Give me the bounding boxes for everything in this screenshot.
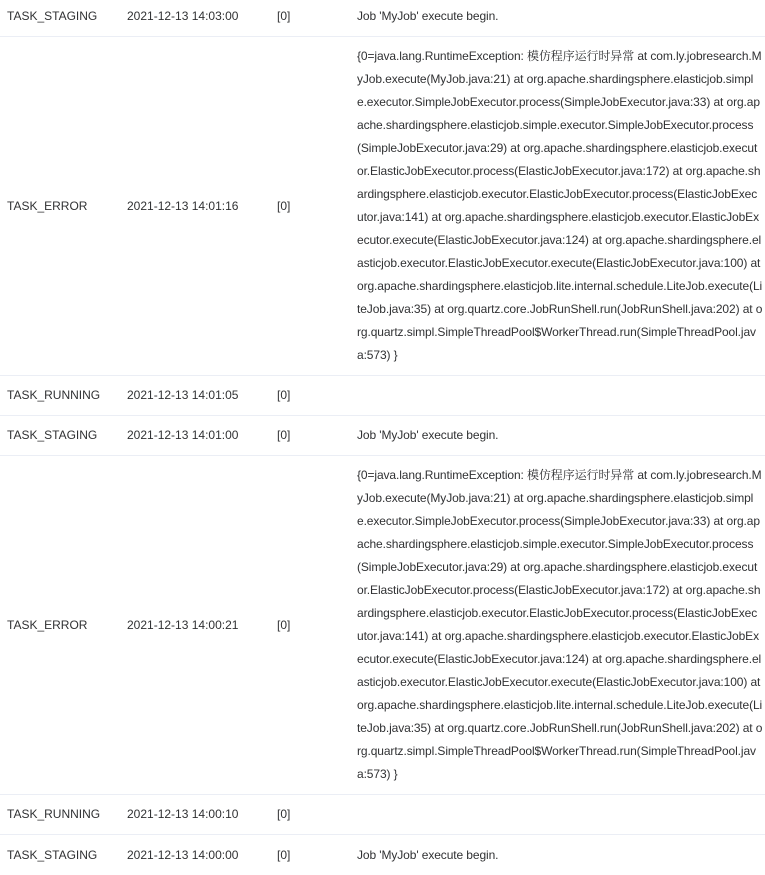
sharding-item-cell: [0] [277,9,291,23]
execution-state-cell: TASK_STAGING [7,9,98,23]
table-row [0,456,765,795]
execution-state-cell: TASK_RUNNING [7,807,101,821]
sharding-item-cell: [0] [277,807,291,821]
message-cell: Job 'MyJob' execute begin. [357,9,499,23]
sharding-item-cell: [0] [277,617,291,632]
table-row [0,376,765,416]
execution-state-cell: TASK_STAGING [7,428,98,442]
execution-state-cell: TASK_ERROR [7,198,88,213]
table-row [0,0,765,37]
sharding-item-cell: [0] [277,198,291,213]
sharding-item-cell: [0] [277,847,291,862]
table-row [0,416,765,456]
table-row [0,795,765,835]
execution-state-cell: TASK_ERROR [7,617,88,632]
sharding-item-cell: [0] [277,428,291,442]
creation-time-cell: 2021-12-13 14:01:00 [127,428,239,442]
message-cell: {0=java.lang.RuntimeException: 模仿程序运行时异常 at com.ly.jobresearch.MyJob.execute(MyJob.java:21) at org.apache.shardingsphere.elasticjob.simple.executor.SimpleJobExecutor.process(SimpleJobExecutor.java:33) at org.apache.shardingsphere.elasticjob.simple.executor.SimpleJobExecutor.process(SimpleJobExecutor.java:29) at org.apache.shardingsphere.elasticjob.executor.ElasticJobExecutor.process(ElasticJobExecutor.java:172) at org.apache.shardingsphere.elasticjob.executor.ElasticJobExecutor.process(ElasticJobExecutor.java:141) at org.apache.shardingsphere.elasticjob.executor.ElasticJobExecutor.execute(ElasticJobExecutor.java:124) at org.apache.shardingsphere.elasticjob.executor.ElasticJobExecutor.execute(ElasticJobExecutor.java:100) at org.apache.shardingsphere.elasticjob.lite.internal.schedule.LiteJob.execute(LiteJob.java:35) at org.quartz.core.JobRunShell.run(JobRunShell.java:202) at org.quartz.simpl.SimpleThreadPool$WorkerThread.run(SimpleThreadPool.java:573) } [357,468,763,781]
creation-time-cell: 2021-12-13 14:00:21 [127,617,239,632]
message-cell: Job 'MyJob' execute begin. [357,847,499,862]
creation-time-cell: 2021-12-13 14:01:16 [127,198,239,213]
creation-time-cell: 2021-12-13 14:00:10 [127,807,239,821]
execution-state-cell: TASK_STAGING [7,847,98,862]
table-row [0,37,765,376]
creation-time-cell: 2021-12-13 14:01:05 [127,388,239,402]
message-cell: {0=java.lang.RuntimeException: 模仿程序运行时异常 at com.ly.jobresearch.MyJob.execute(MyJob.java:21) at org.apache.shardingsphere.elasticjob.simple.executor.SimpleJobExecutor.process(SimpleJobExecutor.java:33) at org.apache.shardingsphere.elasticjob.simple.executor.SimpleJobExecutor.process(SimpleJobExecutor.java:29) at org.apache.shardingsphere.elasticjob.executor.ElasticJobExecutor.process(ElasticJobExecutor.java:172) at org.apache.shardingsphere.elasticjob.executor.ElasticJobExecutor.process(ElasticJobExecutor.java:141) at org.apache.shardingsphere.elasticjob.executor.ElasticJobExecutor.execute(ElasticJobExecutor.java:124) at org.apache.shardingsphere.elasticjob.executor.ElasticJobExecutor.execute(ElasticJobExecutor.java:100) at org.apache.shardingsphere.elasticjob.lite.internal.schedule.LiteJob.execute(LiteJob.java:35) at org.quartz.core.JobRunShell.run(JobRunShell.java:202) at org.quartz.simpl.SimpleThreadPool$WorkerThread.run(SimpleThreadPool.java:573) } [357,49,763,362]
sharding-item-cell: [0] [277,388,291,402]
creation-time-cell: 2021-12-13 14:00:00 [127,847,239,862]
creation-time-cell: 2021-12-13 14:03:00 [127,9,239,23]
message-cell: Job 'MyJob' execute begin. [357,428,499,442]
execution-state-cell: TASK_RUNNING [7,388,101,402]
table-row [0,835,765,875]
